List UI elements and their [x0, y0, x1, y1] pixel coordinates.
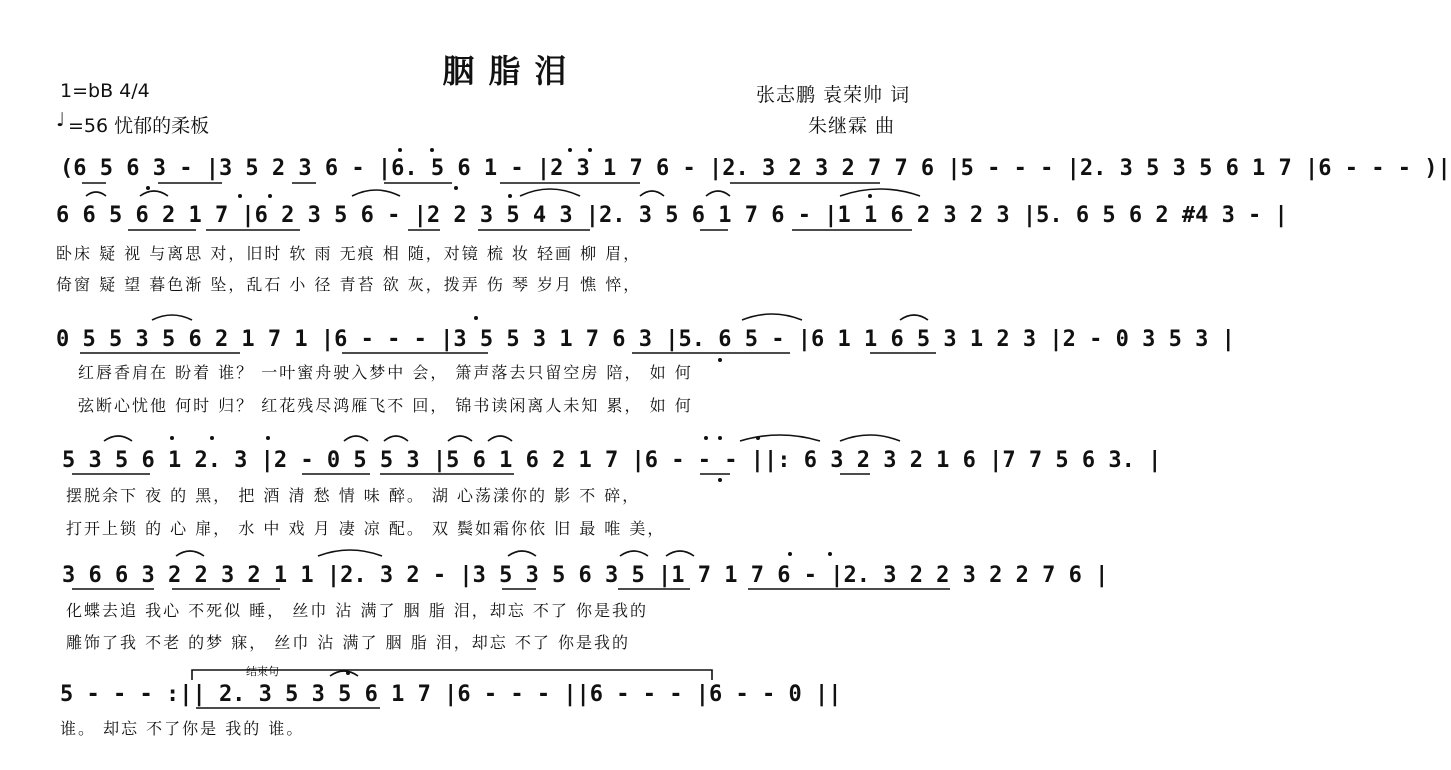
score-line-4-lyric-1: 摆脱余下 夜 的 黑， 把 酒 清 愁 情 味 醉。 湖 心荡漾你的 影 不 碎，	[66, 486, 641, 505]
octave-dot	[268, 194, 272, 198]
score-line-5-lyric-1: 化蝶去追 我心 不死似 睡， 丝巾 沾 满了 胭 脂 泪，却忘 不了 你是我的	[66, 601, 648, 620]
score-line-2-lyric-1: 卧床 疑 视 与离思 对，旧时 软 雨 无痕 相 随，对镜 梳 妆 轻画 柳 眉，	[56, 244, 642, 263]
octave-dot	[588, 148, 592, 152]
octave-dot	[868, 194, 872, 198]
slur-mark	[520, 189, 580, 196]
score-line-3-lyric-2: 弦断心忧他 何时 归？ 红花残尽鸿雁飞不 回， 锦书读闲离人未知 累， 如 何	[78, 396, 693, 415]
tempo-marking: =56 忧郁的柔板	[68, 115, 210, 137]
slur-mark	[152, 315, 192, 320]
slur-mark	[140, 191, 168, 196]
slur-mark	[488, 436, 512, 441]
slur-mark	[840, 435, 900, 441]
slur-mark	[352, 190, 400, 196]
octave-dot	[346, 671, 350, 675]
slur-mark	[640, 191, 664, 196]
slur-mark	[620, 551, 648, 556]
slur-mark	[508, 551, 536, 556]
score-line-6-notes: 5 - - - :|| 2. 3 5 3 5 6 1 7 |6 - - - ||6 - - - |6 - - 0 ||	[60, 682, 842, 707]
slur-mark	[384, 436, 408, 441]
slur-mark	[900, 315, 928, 320]
slur-mark	[344, 436, 368, 441]
song-title: 胭脂泪	[442, 52, 581, 90]
octave-dot	[568, 148, 572, 152]
low-octave-dot	[718, 358, 722, 362]
octave-dot	[704, 436, 708, 440]
slur-mark	[740, 435, 820, 441]
score-line-2-notes: 6 6 5 6 2 1 7 |6 2 3 5 6 - |2 2 3 5 4 3 |2. 3 5 6 1 7 6 - |1 1 6 2 3 2 3 |5. 6 5 6 2 #4 3 - |	[56, 203, 1288, 228]
slur-mark	[86, 192, 106, 196]
low-octave-dot	[146, 186, 150, 190]
octave-dot	[398, 148, 402, 152]
key-time-signature: 1=bB 4/4	[60, 80, 150, 102]
score-line-2-lyric-2: 倚窗 疑 望 暮色渐 坠，乱石 小 径 青苔 欲 灰，拨弄 伤 琴 岁月 憔 悴，	[56, 275, 642, 294]
low-octave-dot	[454, 186, 458, 190]
score-line-6-lyric-1: 谁。 却忘 不了你是 我的 谁。	[60, 719, 305, 738]
octave-dot	[266, 436, 270, 440]
slur-mark	[666, 551, 694, 556]
octave-dot	[756, 436, 760, 440]
slur-mark	[706, 191, 730, 196]
slur-mark	[176, 551, 204, 556]
lyricist-credit: 张志鹏 袁荣帅 词	[756, 84, 911, 106]
slur-mark	[840, 189, 920, 196]
slur-mark	[104, 436, 132, 441]
score-line-4-notes: 5 3 5 6 1 2. 3 |2 - 0 5 5 3 |5 6 1 6 2 1 7 |6 - - - ||: 6 3 2 3 2 1 6 |7 7 5 6 3. |	[62, 448, 1162, 473]
score-line-3-lyric-1: 红唇香肩在 盼着 谁？ 一叶蜜舟驶入梦中 会， 箫声落去只留空房 陪， 如 何	[78, 363, 693, 382]
ending-bracket	[192, 670, 712, 680]
octave-dot	[170, 436, 174, 440]
octave-dot	[210, 436, 214, 440]
octave-dot	[508, 194, 512, 198]
slur-mark	[448, 436, 472, 441]
octave-dot	[238, 194, 242, 198]
slur-mark	[742, 314, 802, 320]
octave-dot	[430, 148, 434, 152]
octave-dot	[474, 316, 478, 320]
octave-dot	[788, 552, 792, 556]
score-line-4-lyric-2: 打开上锁 的 心 扉， 水 中 戏 月 凄 凉 配。 双 鬓如霜你依 旧 最 唯 美，	[66, 519, 666, 538]
low-octave-dot	[718, 478, 722, 482]
ending-label: 结束句	[246, 665, 279, 678]
slur-mark	[318, 550, 382, 556]
score-line-1-notes: (6 5 6 3 - |3 5 2 3 6 - |6. 5 6 1 - |2 3 1 7 6 - |2. 3 2 3 2 7 7 6 |5 - - - |2. 3 5 3 5 6 1 7 |6 - - - )|	[60, 156, 1451, 181]
score-line-5-lyric-2: 雕饰了我 不老 的梦 寐， 丝巾 沾 满了 胭 脂 泪，却忘 不了 你是我的	[66, 633, 630, 652]
octave-dot	[718, 436, 722, 440]
score-line-5-notes: 3 6 6 3 2 2 3 2 1 1 |2. 3 2 - |3 5 3 5 6 3 5 |1 7 1 7 6 - |2. 3 2 2 3 2 2 7 6 |	[62, 563, 1109, 588]
score-line-3-notes: 0 5 5 3 5 6 2 1 7 1 |6 - - - |3 5 5 3 1 7 6 3 |5. 6 5 - |6 1 1 6 5 3 1 2 3 |2 - 0 3 5 3 |	[56, 327, 1235, 352]
octave-dot	[828, 552, 832, 556]
composer-credit: 朱继霖 曲	[808, 115, 896, 137]
slur-mark	[330, 671, 358, 676]
tempo-note-icon: ♩	[56, 109, 65, 131]
